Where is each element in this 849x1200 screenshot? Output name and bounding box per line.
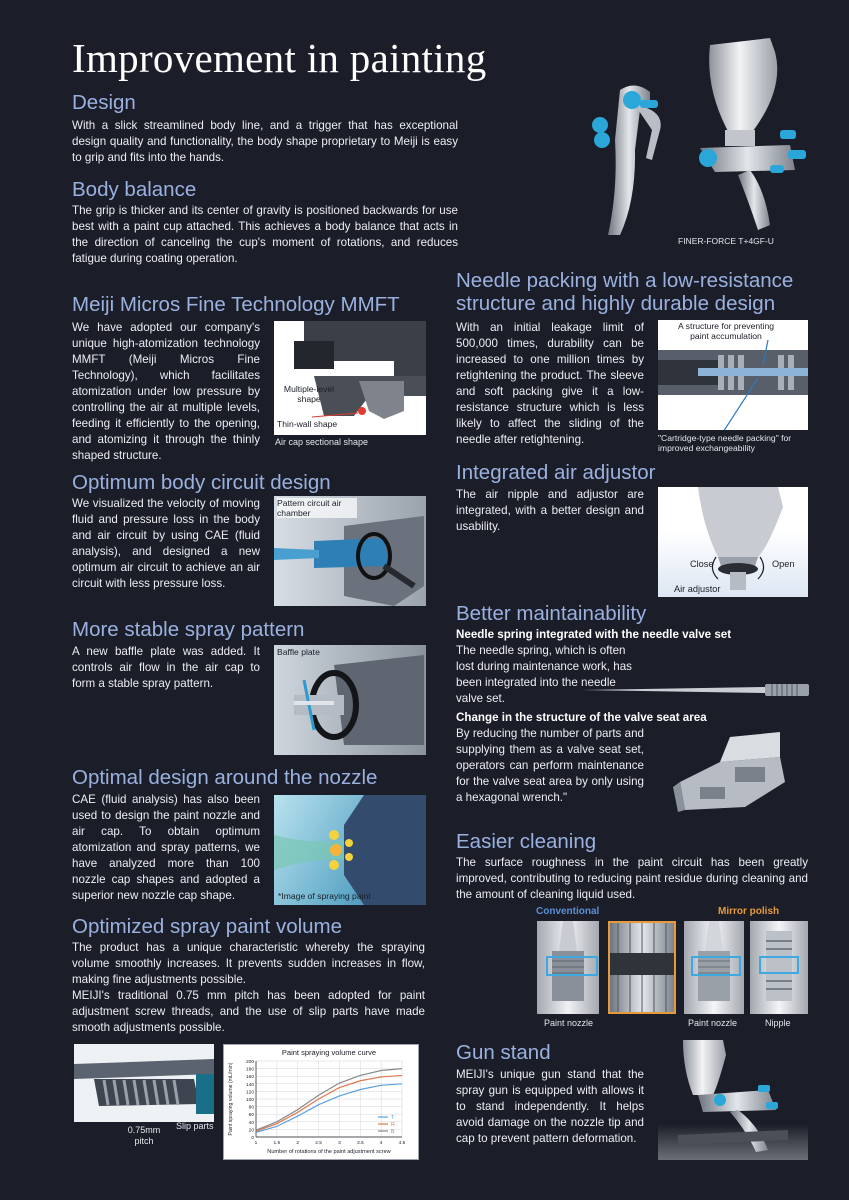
spray-gun-product-image [580,30,830,250]
gun-stand-image [658,1040,808,1160]
cleaning-heading: Easier cleaning [456,830,597,853]
chart-xlabel: Number of rotations of the paint adjustment screw [267,1149,391,1155]
needle-packing-heading-1: Needle packing with a low-resistance [456,269,794,292]
air-adjustor-heading: Integrated air adjustor [456,461,656,484]
paint-volume-text-1: The product has a unique characteristic whereby the spraying volume smoothly increases. It prevents sudden increases in flow, making fine adjustments possible. [72,941,425,986]
chart-ytick-label: 160 [245,1075,254,1081]
air-adjustor-label: Air adjustor [674,584,721,594]
body-circuit-heading: Optimum body circuit design [72,471,331,494]
body-circuit-text: We visualized the velocity of moving fluid and pressure loss in the body and air circuit by using CAE (fluid analysis), and designed a new optimum air circuit to achieve an air circuit with less pressure loss. [72,497,260,590]
chart-ytick-label: 0 [251,1136,254,1141]
pattern-circuit-label: Pattern circuit air chamber [277,498,357,518]
valve-seat-subheading: Change in the structure of the valve seat area [456,711,707,724]
chart-ytick-label: 200 [245,1060,254,1065]
chart-series-line-T [256,1084,402,1133]
pitch-label: 0.75mm pitch [127,1125,161,1146]
chart-legend-label-R: R [391,1122,395,1128]
mirror-nozzle-image [684,921,744,1014]
product-caption: FINER-FORCE T+4GF-U [678,236,774,246]
chart-xtick-label: 1 [254,1141,258,1146]
needle-packing-heading-2: structure and highly durable design [456,292,776,315]
paint-volume-heading: Optimized spray paint volume [72,915,343,938]
body-balance-text: The grip is thicker and its center of gravity is positioned backwards for use best with a paint cup attached. This achieves a body balance that acts in the direction of canceling the cup's moment of rotations, and reduces fatigue during coating operation. [72,204,458,265]
body-balance-heading: Body balance [72,178,197,201]
chart-ytick-label: 180 [245,1067,254,1073]
page-title: Improvement in painting [72,35,487,81]
open-label: Open [772,559,795,569]
baffle-plate-image [274,645,426,755]
chart-xtick-label: 4.5 [398,1141,406,1146]
paint-volume-text-2: MEIJI's traditional 0.75 mm pitch has been adopted for paint adjustment screw threads, and the use of slip parts have made smooth adjustments possible. [72,989,425,1034]
chart-xtick-label: 3 [338,1141,341,1146]
chart-xtick-label: 1.5 [273,1141,281,1146]
chart-ylabel: Paint spraying volume (mL/min) [228,1062,234,1136]
air-cap-section-image [274,321,426,435]
air-adjustor-image [658,487,808,597]
chart-ytick-label: 60 [248,1113,254,1119]
cleaning-text: The surface roughness in the paint circuit has been greatly improved, contributing to reducing paint residue during cleaning and the amount of cleaning liquid used. [456,856,808,901]
paint-accumulation-label: A structure for preventing paint accumulation [678,321,775,341]
spray-pattern-text: A new baffle plate was added. It controls air flow in the air cap to form a stable spray pattern. [72,645,260,690]
spray-image-label: *Image of spraying paint [278,891,371,901]
nozzle-cae-image [274,795,426,905]
conventional-label: Conventional [536,906,600,917]
mirror-polish-label: Mirror polish [718,906,780,917]
paint-nozzle-caption-1: Paint nozzle [544,1018,594,1028]
close-label: Close [690,559,714,569]
needle-spring-subheading: Needle spring integrated with the needle valve set [456,628,732,641]
valve-seat-text: By reducing the number of parts and supplying them as a valve seat set, operators can perform maintenance for the valve seat area by only using a hexagonal wrench." [456,727,644,804]
valve-seat-image [670,722,792,822]
design-heading: Design [72,91,136,114]
conventional-nozzle-image [537,921,599,1014]
nipple-image [750,921,808,1014]
mmft-text: We have adopted our company's unique high-atomization technology MMFT (Meiji Micros Fine Technology), which facilitates atomization under low pressure by controlling the air at multiple levels, feeding it efficiently to the opening, and atomizing it through the thinly shaped structure. [72,321,260,462]
needle-spring-text: The needle spring, which is often lost during maintenance work, has been integrated into the needle valve set. [456,644,632,705]
chart-legend-label-T: T [391,1115,395,1121]
needle-valve-image [580,678,812,702]
chart-ytick-label: 80 [248,1105,254,1111]
chart-xtick-label: 2.5 [315,1141,322,1146]
chart-ytick-label: 20 [248,1128,254,1134]
nozzle-heading: Optimal design around the nozzle [72,766,378,789]
baffle-plate-label: Baffle plate [277,647,320,657]
nipple-caption: Nipple [765,1018,791,1028]
chart-ytick-label: 140 [245,1082,254,1088]
air-cap-caption: Air cap sectional shape [275,437,369,447]
nozzle-text: CAE (fluid analysis) has also been used to design the paint nozzle and air cap. To obtain optimum atomization and spray patterns, we have analyzed more than 100 nozzle cap shapes and adopted a superior new nozzle cap shape. [72,793,260,902]
chart-ytick-label: 40 [248,1120,254,1126]
body-circuit-image [274,496,426,606]
chart-series-line-B [256,1069,402,1131]
chart-svg [224,1045,418,1159]
air-adjustor-text: The air nipple and adjustor are integrated, with a better design and usability. [456,488,644,533]
screw-thread-image [74,1044,214,1122]
thin-wall-label: Thin-wall shape [277,419,338,429]
chart-xtick-label: 4 [379,1141,383,1146]
paint-nozzle-caption-2: Paint nozzle [688,1018,738,1028]
conventional-zoom-image [608,921,676,1014]
design-text: With a slick streamlined body line, and a trigger that has exceptional design quality and functionality, the body shape proprietary to Meiji is easy to grip and fits into the hands. [72,119,458,164]
chart-title: Paint spraying volume curve [281,1048,377,1057]
needle-packing-caption: "Cartridge-type needle packing" for improved exchangeability [658,433,792,453]
gun-stand-heading: Gun stand [456,1041,551,1064]
gun-stand-text: MEIJI's unique gun stand that the spray gun is equipped with allows it to stand independently. It helps avoid damage on the nozzle tip and cap to prevent pattern deformation. [456,1068,644,1145]
chart-ytick-label: 100 [245,1098,254,1103]
chart-xtick-label: 2 [296,1141,300,1146]
spray-pattern-heading: More stable spray pattern [72,618,305,641]
mmft-heading: Meiji Micros Fine Technology MMFT [72,293,400,316]
multiple-level-label: Multiple-level shape [283,384,335,404]
chart-legend-label-B: B [391,1129,395,1135]
slip-parts-label: Slip parts [176,1121,214,1131]
paint-volume-chart [223,1044,419,1160]
needle-packing-text: With an initial leakage limit of 500,000 times, durability can be increased to one million times by retightening the product. The sleeve and soft packing give it a low-resistance structure which is less likely to affect the sliding of the needle after retightening. [456,321,644,446]
needle-packing-image [658,320,808,430]
maintainability-heading: Better maintainability [456,602,647,625]
chart-ytick-label: 120 [245,1090,254,1096]
chart-xtick-label: 3.5 [356,1141,364,1146]
